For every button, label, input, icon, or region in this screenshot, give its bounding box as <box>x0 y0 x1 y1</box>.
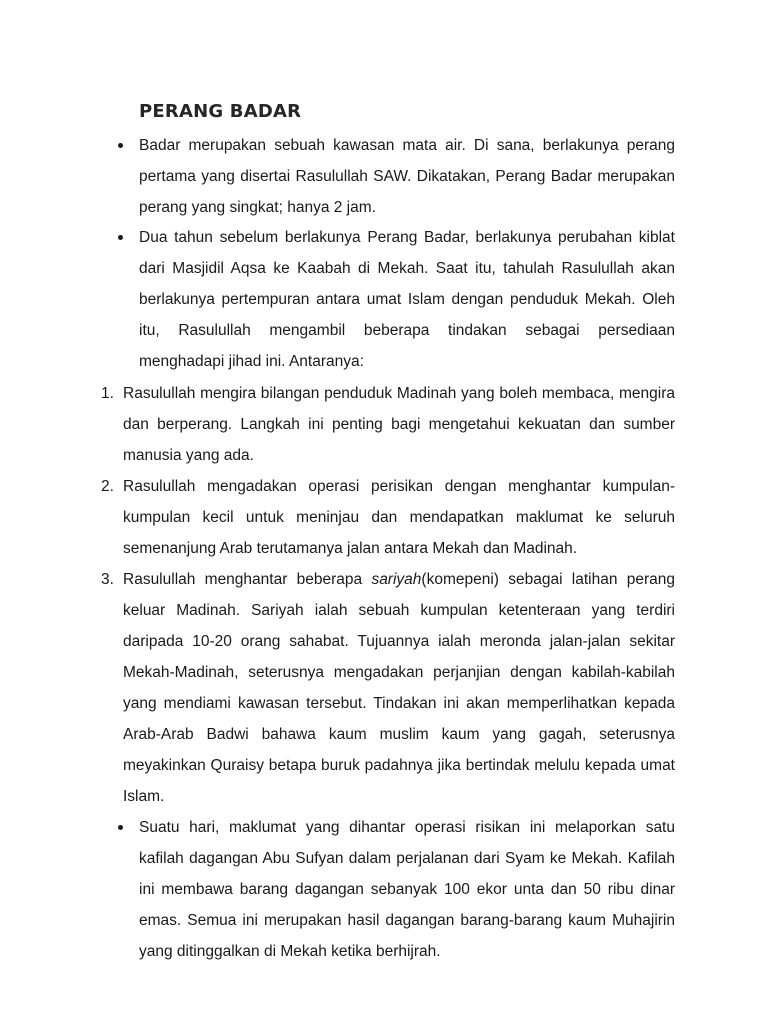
paragraph-text: Rasulullah mengadakan operasi perisikan dengan menghantar kumpulan-kumpulan kecil untuk meninjau dan mendapatkan maklumat ke seluruh semenanjung Arab terutamanya jalan antara Mekah dan Madinah. <box>123 478 675 557</box>
bullet-icon <box>118 825 123 830</box>
page-title: PERANG BADAR <box>139 101 302 122</box>
bullet-icon <box>118 143 123 148</box>
paragraph-text: Suatu hari, maklumat yang dihantar operasi risikan ini melaporkan satu kafilah dagangan Abu Sufyan dalam perjalanan dari Syam ke Mekah. Kafilah ini membawa barang dagangan sebanyak 100 ekor unta dan 50 ribu dinar emas. Semua ini merupakan hasil dagangan barang-barang kaum Muhajirin yang ditinggalkan di Mekah ketika berhijrah. <box>139 819 675 960</box>
paragraph-text: Rasulullah mengira bilangan penduduk Madinah yang boleh membaca, mengira dan berperang. Langkah ini penting bagi mengetahui kekuatan dan sumber manusia yang ada. <box>123 385 675 464</box>
paragraph-text: Dua tahun sebelum berlakunya Perang Badar, berlakunya perubahan kiblat dari Masjidil Aqsa ke Kaabah di Mekah. Saat itu, tahulah Rasulullah akan berlakunya pertempuran antara umat Islam dengan penduduk Mekah. Oleh itu, Rasulullah mengambil beberapa tindakan sebagai persediaan menghadapi jihad ini. Antaranya: <box>139 229 675 370</box>
item-number: 2. <box>101 478 114 495</box>
paragraph-text: Badar merupakan sebuah kawasan mata air. Di sana, berlakunya perang pertama yang disertai Rasulullah SAW. Dikatakan, Perang Badar merupakan perang yang singkat; hanya 2 jam. <box>139 137 675 216</box>
paragraph-text <box>123 564 675 812</box>
text-segment: Rasulullah menghantar beberapa <box>123 571 372 588</box>
text-segment: (komepeni) sebagai latihan perang keluar Madinah. Sariyah ialah sebuah kumpulan ketenteraan yang terdiri daripada 10-20 orang sahabat. Tujuannya ialah meronda jalan-jalan sekitar Mekah-Madinah, seterusnya mengadakan perjanjian dengan kabilah-kabilah yang mendiami kawasan tersebut. Tindakan ini akan memperlihatkan kepada Arab-Arab Badwi bahawa kaum muslim kaum yang gagah, seterusnya meyakinkan Quraisy betapa buruk padahnya jika bertindak melulu kepada umat Islam. <box>123 571 675 805</box>
item-number: 1. <box>101 385 114 402</box>
item-number: 3. <box>101 571 114 588</box>
italic-term: sariyah <box>371 571 422 588</box>
bullet-icon <box>118 235 123 240</box>
